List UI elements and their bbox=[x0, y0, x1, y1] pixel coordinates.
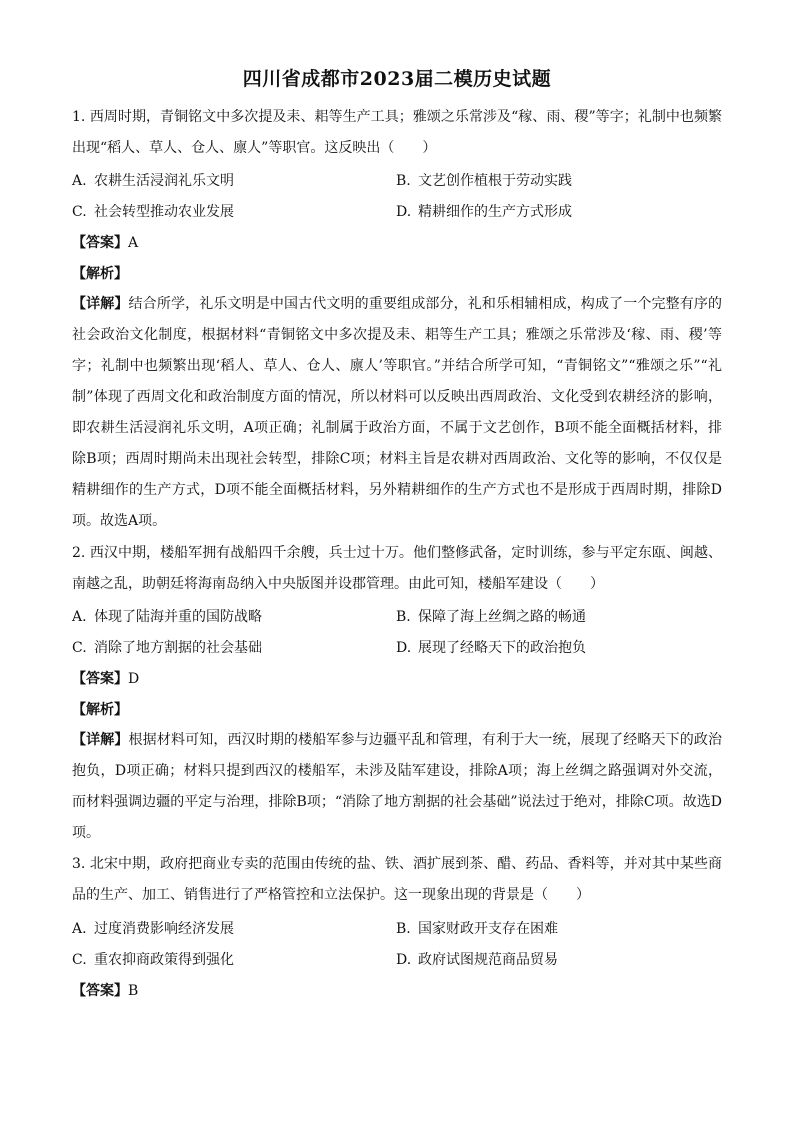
analysis-label: 【解析】 bbox=[72, 702, 128, 718]
option-key: D. bbox=[396, 952, 412, 968]
option-text: 过度消费影响经济发展 bbox=[94, 921, 234, 937]
question-1-answer bbox=[72, 232, 138, 254]
question-2-answer bbox=[72, 668, 139, 690]
answer-label: 【答案】 bbox=[72, 235, 128, 251]
detail-text: 结合所学，礼乐文明是中国古代文明的重要组成部分，礼和乐相辅相成，构成了一个完整有序的社会政治文化制度，根据材料“青铜铭文中多次提及耒、耜等生产工具；雅颂之乐常涉及‘稼、雨、稷’等字；礼制中也频繁出现‘稻人、草人、仓人、廪人’等职官。”并结合所学可知，“青铜铭文”“雅颂之乐”“礼制”体现了西周文化和政治制度方面的情况，所以材料可以反映出西周政治、文化受到农耕经济的影响，即农耕生活浸润礼乐文明，A项正确；礼制属于政治方面，不属于文艺创作，B项不能全面概括材料，排除B项；西周时期尚未出现社会转型，排除C项；材料主旨是农耕对西周政治、文化等的影响，不仅仅是精耕细作的生产方式，D项不能全面概括材料，另外精耕细作的生产方式也不是形成于西周时期，排除D项。故选A项。 bbox=[72, 296, 723, 529]
option-key: D. bbox=[396, 640, 412, 656]
option-text: 消除了地方割据的社会基础 bbox=[94, 640, 262, 656]
question-2-option-a bbox=[72, 606, 262, 628]
question-2-stem: 2. 西汉中期，楼船军拥有战船四千余艘，兵士过十万。他们整修武备，定时训练，参与平定东瓯、闽越、南越之乱，助朝廷将海南岛纳入中央版图并设郡管理。由此可知，楼船军建设（ ） bbox=[72, 545, 722, 592]
option-key: C. bbox=[72, 640, 87, 656]
answer-value: A bbox=[128, 235, 139, 251]
option-text: 精耕细作的生产方式形成 bbox=[418, 204, 572, 220]
question-1-analysis-label bbox=[72, 263, 128, 285]
question-2-option-c bbox=[72, 637, 262, 659]
option-key: C. bbox=[72, 204, 87, 220]
question-3-option-c bbox=[72, 949, 234, 971]
question-3-stem: 3. 北宋中期，政府把商业专卖的范围由传统的盐、铁、酒扩展到茶、醋、药品、香料等，并对其中某些商品的生产、加工、销售进行了严格管控和立法保护。这一现象出现的背景是（ ） bbox=[72, 856, 722, 903]
option-key: B. bbox=[396, 609, 411, 625]
option-text: 国家财政开支存在困难 bbox=[418, 921, 558, 937]
question-1-detail bbox=[72, 289, 722, 537]
question-1-option-a bbox=[72, 170, 234, 192]
question-3-option-a bbox=[72, 918, 234, 940]
option-text: 农耕生活浸润礼乐文明 bbox=[94, 173, 234, 189]
option-key: D. bbox=[396, 204, 412, 220]
option-text: 社会转型推动农业发展 bbox=[94, 204, 234, 220]
option-text: 重农抑商政策得到强化 bbox=[94, 952, 234, 968]
option-text: 保障了海上丝绸之路的畅通 bbox=[418, 609, 586, 625]
detail-label: 【详解】 bbox=[72, 732, 129, 748]
option-text: 政府试图规范商品贸易 bbox=[418, 952, 558, 968]
answer-value: B bbox=[128, 983, 139, 999]
option-text: 体现了陆海并重的国防战略 bbox=[94, 609, 262, 625]
option-text: 展现了经略天下的政治抱负 bbox=[418, 640, 586, 656]
detail-label: 【详解】 bbox=[72, 296, 129, 312]
question-1-option-d bbox=[396, 201, 572, 223]
question-3-option-b bbox=[396, 918, 558, 940]
option-text: 文艺创作植根于劳动实践 bbox=[418, 173, 572, 189]
option-key: C. bbox=[72, 952, 87, 968]
question-1-option-b bbox=[396, 170, 572, 192]
option-key: A. bbox=[72, 609, 87, 625]
page-title: 四川省成都市2023届二模历史试题 bbox=[242, 68, 552, 90]
question-1-stem: 1. 西周时期，青铜铭文中多次提及耒、耜等生产工具；雅颂之乐常涉及“稼、雨、稷”等字；礼制中也频繁出现“稻人、草人、仓人、廪人”等职官。这反映出（ ） bbox=[72, 109, 722, 156]
question-3-option-d bbox=[396, 949, 558, 971]
question-2-option-d bbox=[396, 637, 586, 659]
answer-label: 【答案】 bbox=[72, 983, 128, 999]
answer-value: D bbox=[128, 671, 140, 687]
detail-text: 根据材料可知，西汉时期的楼船军参与边疆平乱和管理，有利于大一统，展现了经略天下的政治抱负，D项正确；材料只提到西汉的楼船军，未涉及陆军建设，排除A项；海上丝绸之路强调对外交流，而材料强调边疆的平定与治理，排除B项；“消除了地方割据的社会基础”说法过于绝对，排除C项。故选D项。 bbox=[72, 732, 723, 841]
analysis-label: 【解析】 bbox=[72, 266, 128, 282]
option-key: B. bbox=[396, 173, 411, 189]
answer-label: 【答案】 bbox=[72, 671, 128, 687]
option-key: A. bbox=[72, 173, 87, 189]
option-key: A. bbox=[72, 921, 87, 937]
question-1-option-c bbox=[72, 201, 234, 223]
question-2-analysis-label bbox=[72, 699, 128, 721]
question-2-option-b bbox=[396, 606, 586, 628]
question-2-detail bbox=[72, 725, 722, 849]
question-3-answer bbox=[72, 980, 138, 1002]
option-key: B. bbox=[396, 921, 411, 937]
